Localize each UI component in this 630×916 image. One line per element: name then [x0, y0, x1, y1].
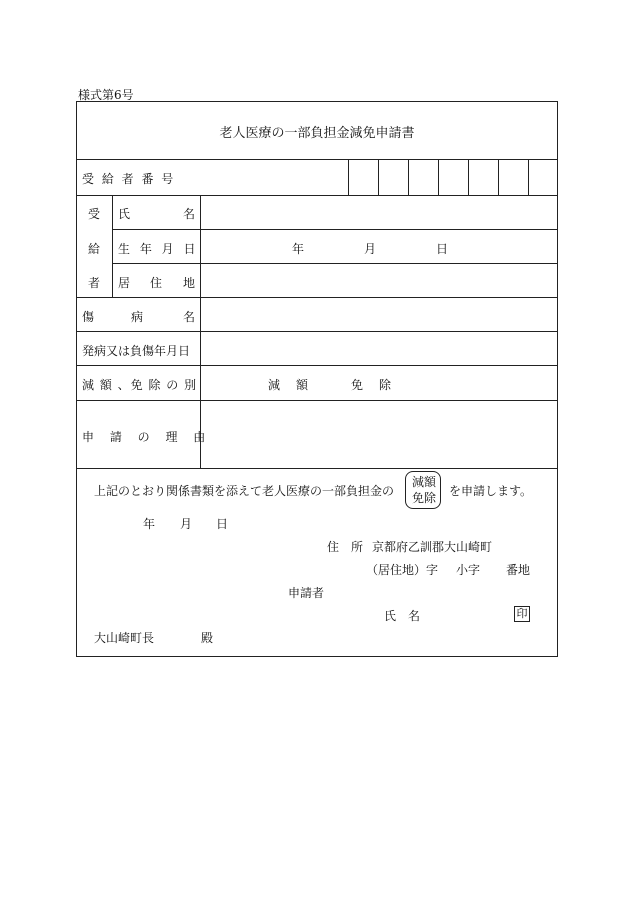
recipient-number-digit[interactable] — [529, 160, 557, 195]
applicant-koaza: 小字 — [456, 563, 481, 577]
recipient-side-label-2: 給 — [88, 242, 101, 256]
applicant-name-label: 氏 名 — [384, 609, 421, 623]
applicant-name-field[interactable] — [430, 603, 510, 623]
birthdate-year: 年 — [292, 242, 305, 256]
seal-mark: 印 — [514, 606, 530, 622]
applicant-label: 申請者 — [288, 586, 325, 600]
address-label-2: 住 — [150, 276, 163, 290]
form-number: 様式第6号 — [78, 88, 134, 102]
honorific: 殿 — [201, 631, 214, 645]
statement-text-after: を申請します。 — [449, 484, 533, 498]
birthdate-field[interactable] — [201, 230, 557, 263]
date-day: 日 — [216, 517, 229, 531]
address-label-1: 居 — [118, 276, 131, 290]
recipient-number-digit[interactable] — [379, 160, 408, 195]
recipient-number-digit[interactable] — [409, 160, 438, 195]
applicant-banchi: 番地 — [506, 563, 531, 577]
name-label-1: 氏 — [118, 207, 131, 221]
category-label: 減 額 、免 除 の 別 — [82, 378, 198, 392]
statement-option-reduce[interactable]: 減額 — [412, 475, 437, 489]
reason-field[interactable] — [201, 401, 557, 468]
category-reduce-option[interactable]: 減 額 — [268, 378, 311, 392]
illness-label-2: 病 — [131, 310, 144, 324]
date-month: 月 — [180, 517, 193, 531]
applicant-residence-label: （居住地）字 — [366, 563, 439, 577]
recipient-number-digit[interactable] — [469, 160, 498, 195]
applicant-address-label: 住 所 — [327, 540, 364, 554]
address-field[interactable] — [201, 264, 557, 297]
address-label-3: 地 — [183, 276, 196, 290]
recipient-side-label-3: 者 — [88, 276, 101, 290]
recipient-number-label: 受 給 者 番 号 — [82, 172, 176, 186]
illness-label-1: 傷 — [82, 310, 95, 324]
date-year: 年 — [143, 517, 156, 531]
recipient-number-digit[interactable] — [499, 160, 528, 195]
name-label-2: 名 — [183, 207, 196, 221]
reason-label: 申 請 の 理 由 — [82, 430, 212, 444]
birthdate-day: 日 — [436, 242, 449, 256]
birthdate-month: 月 — [364, 242, 377, 256]
illness-field[interactable] — [201, 298, 557, 331]
addressee: 大山崎町長 — [94, 631, 155, 645]
birthdate-label: 生 年 月 日 — [118, 242, 199, 256]
illness-label-3: 名 — [183, 310, 196, 324]
name-field[interactable] — [201, 196, 557, 229]
category-exempt-option[interactable]: 免 除 — [351, 378, 394, 392]
statement-text-before: 上記のとおり関係書類を添えて老人医療の一部負担金の — [94, 484, 395, 498]
recipient-number-digit[interactable] — [349, 160, 378, 195]
onset-date-label: 発病又は負傷年月日 — [82, 344, 191, 358]
recipient-number-digit[interactable] — [439, 160, 468, 195]
applicant-address-value: 京都府乙訓郡大山崎町 — [372, 540, 493, 554]
form-title: 老人医療の一部負担金減免申請書 — [219, 126, 415, 141]
statement-option-exempt[interactable]: 免除 — [412, 491, 437, 505]
onset-date-field[interactable] — [201, 332, 557, 365]
recipient-side-label-1: 受 — [88, 207, 101, 221]
